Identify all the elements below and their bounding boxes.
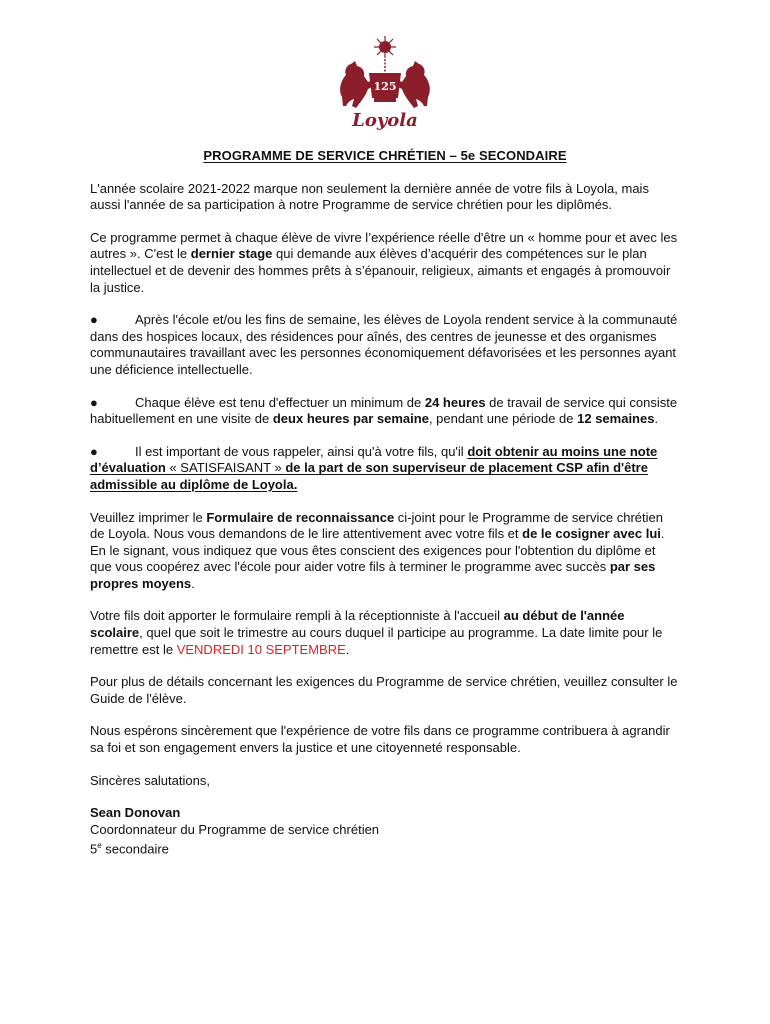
bullet-item-evaluation (90, 444, 680, 494)
program-description-paragraph (90, 230, 680, 296)
emphasis-own-means: par ses propres moyens (90, 559, 656, 591)
emphasis-cosign: de le cosigner avec lui (522, 526, 661, 542)
bullet-dot-icon: ● (90, 443, 98, 459)
form-instructions-paragraph (90, 510, 680, 593)
crest-year-badge: 125 (373, 80, 397, 93)
text-span: Chaque élève est tenu d'effectuer un minimum de (135, 394, 425, 410)
intro-paragraph: L'année scolaire 2021-2022 marque non seulement la dernière année de votre fils à Loyola, mais aussi l'année de sa participation à notre Programme de service chrétien pour les diplômés. (90, 180, 649, 213)
loyola-crest-logo (334, 34, 436, 130)
bullet-text: Après l'école et/ou les fins de semaine, les élèves de Loyola rendent service à la communauté dans des hospices locaux, des résidences pour aînés, des centres de jeunesse et des organismes communautaires travaillant avec les personnes économiquement défavorisées et les personnes ayant une déficience intellectuelle. (90, 312, 678, 377)
text-span: . (345, 641, 350, 657)
signatory-name: Sean Donovan (90, 805, 181, 821)
emphasis-weekly: deux heures par semaine (272, 411, 429, 427)
details-paragraph: Pour plus de détails concernant les exigences du Programme de service chrétien, veuillez consulter le Guide de l'élève. (90, 674, 678, 706)
text-span: , quel que soit le trimestre au cours duquel il participe au programme. La date limite pour le remettre est le (90, 625, 663, 657)
emphasis-dernier-stage: dernier stage (190, 246, 273, 262)
bullet-dot-icon: ● (90, 312, 98, 328)
bullet-item-community-service (90, 312, 680, 378)
text-span: Ce programme permet à chaque élève de vivre l’expérience réelle d'être un « homme pour et avec les autres ». C'est le (90, 229, 678, 262)
signature-block (90, 805, 680, 858)
emphasis-supervisor: de la part de son superviseur de placement CSP afin d'être admissible au diplôme de Loyola. (90, 460, 648, 492)
text-span: . En le signant, vous indiquez que vous êtes conscient des exigences pour l'obtention du diplôme et que vous coopérez avec l'école pour aider votre fils à terminer le programme avec succès (90, 526, 665, 575)
bullet-item-hours (90, 395, 680, 428)
text-span: , pendant une période de (428, 411, 578, 427)
text-span: de travail de service qui consiste habituellement en une visite de (90, 394, 678, 427)
emphasis-start-of-year: au début de l'année scolaire (90, 608, 625, 641)
page-title: PROGRAMME DE SERVICE CHRÉTIEN – 5e SECONDAIRE (203, 148, 567, 163)
emphasis-weeks: 12 semaines (577, 411, 655, 427)
signatory-role: Coordonnateur du Programme de service chrétien (90, 821, 380, 837)
text-span: . (191, 575, 195, 591)
closing-salutation: Sincères salutations, (90, 772, 210, 788)
hope-paragraph: Nous espérons sincèrement que l'expérience de votre fils dans ce programme contribuera à agrandir sa foi et son engagement envers la justice et une citoyenneté responsable. (90, 723, 670, 756)
emphasis-evaluation: doit obtenir au moins une note d’évaluation (90, 443, 658, 476)
text-span: ci-joint pour le Programme de service chrétien de Loyola. Nous vous demandons de le lire attentivement avec votre fils et (90, 509, 663, 542)
underlined-satisfaisant: « SATISFAISANT » (169, 460, 286, 476)
text-span: Veuillez imprimer le (90, 509, 207, 525)
text-span: . (654, 411, 659, 427)
grade-superscript: e (97, 841, 102, 851)
emphasis-form-name: Formulaire de reconnaissance (206, 509, 395, 525)
text-span: Votre fils doit apporter le formulaire rempli à la réceptionniste à l'accueil (90, 608, 504, 624)
bullet-dot-icon: ● (90, 394, 98, 410)
crest-school-name: Loyola (352, 110, 418, 130)
grade-text: secondaire (101, 841, 169, 857)
signatory-grade (90, 838, 680, 858)
grade-number: 5 (90, 841, 98, 857)
deadline-date: VENDREDI 10 SEPTEMBRE (176, 641, 346, 657)
deadline-paragraph (90, 608, 680, 658)
emphasis-hours: 24 heures (424, 394, 486, 410)
letter-body (90, 148, 680, 858)
text-span: Il est important de vous rappeler, ainsi qu'à votre fils, qu'il (135, 443, 468, 459)
text-span: qui demande aux élèves d’acquérir des compétences sur le plan intellectuel et de devenir des hommes prêts à s’épanouir, religieux, aimants et engagés à promouvoir la justice. (90, 246, 671, 295)
